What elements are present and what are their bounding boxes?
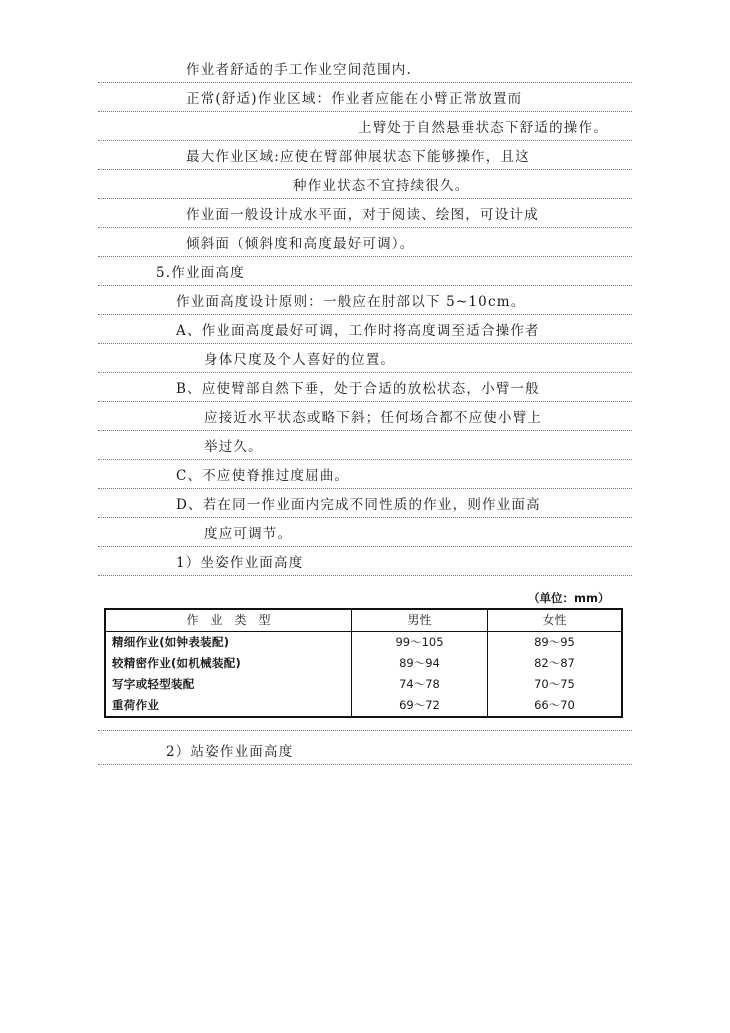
- table-unit: （单位：mm）: [528, 591, 610, 605]
- dotted-rule: [98, 730, 632, 731]
- female-value: 66～70: [534, 698, 575, 712]
- text-line: [98, 236, 632, 257]
- text-line: [98, 323, 632, 344]
- text: 倾斜面（倾斜度和高度最好可调）。: [186, 236, 415, 252]
- work-type: 重荷作业: [105, 695, 352, 717]
- text: 身体尺度及个人喜好的位置。: [204, 352, 396, 368]
- text: 最大作业区域:应使在臂部伸展状态下能够操作，且这: [186, 149, 530, 165]
- text-line: [98, 178, 632, 199]
- text: 种作业状态不宜持续很久。: [293, 178, 470, 194]
- text: 5.作业面高度: [156, 265, 245, 281]
- text-line: [98, 91, 632, 112]
- text-line: [98, 468, 632, 489]
- header-female: 女性: [488, 609, 623, 632]
- header-male: 男性: [352, 609, 488, 632]
- table-header-row: [105, 609, 622, 632]
- text-line: [98, 120, 632, 141]
- work-surface-height-table: [104, 608, 623, 718]
- work-type: 精细作业(如钟表装配): [105, 632, 352, 654]
- text-line: [98, 149, 632, 170]
- female-value: 89～95: [534, 635, 575, 649]
- text: 2）站姿作业面高度: [166, 744, 294, 760]
- text: 作业面高度设计原则：一般应在肘部以下 5~10cm。: [176, 294, 526, 310]
- text: 作业面一般设计成水平面，对于阅读、绘图，可设计成: [186, 207, 539, 223]
- male-value: 99～105: [352, 632, 488, 654]
- male-value: 74～78: [352, 674, 488, 695]
- table-row: [105, 674, 622, 695]
- text: 度应可调节。: [204, 526, 293, 542]
- male-value: 69～72: [352, 695, 488, 717]
- text-line: [98, 294, 632, 315]
- text: 作业者舒适的手工作业空间范围内.: [186, 62, 412, 78]
- text-line: [98, 410, 632, 431]
- work-type: 较精密作业(如机械装配): [105, 653, 352, 674]
- text: 上臂处于自然悬垂状态下舒适的操作。: [358, 120, 608, 136]
- header-work-type: 作 业 类 型: [105, 609, 352, 632]
- subsection-heading: [98, 744, 632, 765]
- text-line: [98, 497, 632, 518]
- text-line: [98, 439, 632, 460]
- female-value: 82～87: [534, 656, 575, 670]
- work-type: 写字或轻型装配: [105, 674, 352, 695]
- text-line: [98, 381, 632, 402]
- text: D、若在同一作业面内完成不同性质的作业，则作业面高: [176, 497, 541, 513]
- text-line: [98, 352, 632, 373]
- table-row: [105, 695, 622, 717]
- text: C、不应使脊推过度屈曲。: [176, 468, 350, 484]
- text-line: [98, 62, 632, 83]
- text: A、作业面高度最好可调，工作时将高度调至适合操作者: [176, 323, 540, 339]
- table-row: [105, 653, 622, 674]
- text: 举过久。: [204, 439, 263, 455]
- text: B、应使臂部自然下垂，处于合适的放松状态，小臂一般: [176, 381, 540, 397]
- text: 1）坐姿作业面高度: [176, 555, 304, 571]
- section-heading: [98, 265, 632, 286]
- female-value: 70～75: [534, 677, 575, 691]
- text-line: [98, 207, 632, 228]
- subsection-heading: [98, 555, 632, 576]
- text-line: [98, 526, 632, 547]
- table-row: [105, 632, 622, 654]
- text: 正常(舒适)作业区域：作业者应能在小臂正常放置而: [186, 91, 523, 107]
- text: 应接近水平状态或略下斜；任何场合都不应使小臂上: [204, 410, 543, 426]
- male-value: 89～94: [352, 653, 488, 674]
